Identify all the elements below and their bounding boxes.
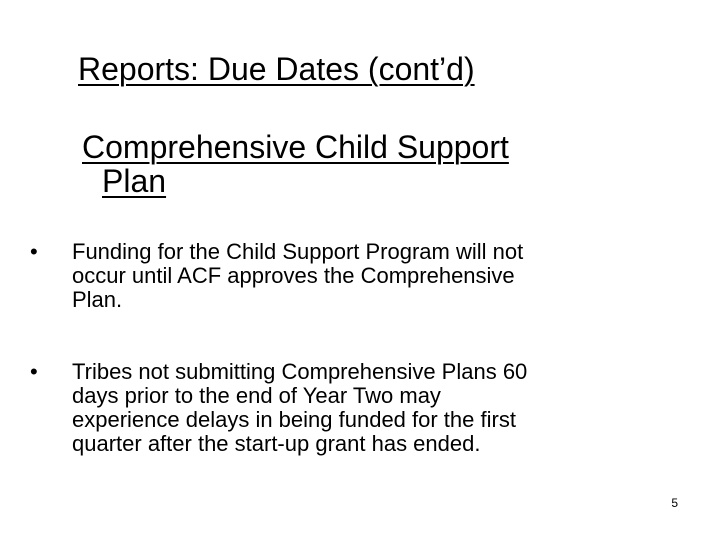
slide-subtitle (82, 130, 642, 198)
bullet-line: Tribes not submitting Comprehensive Plans 60 (72, 359, 528, 384)
subtitle-line (82, 130, 642, 164)
bullet-line: occur until ACF approves the Comprehensive (72, 263, 515, 288)
bullet-item (30, 360, 680, 456)
bullet-text (72, 360, 680, 456)
bullet-line: Funding for the Child Support Program will not (72, 239, 524, 264)
bullet-item (30, 240, 680, 312)
bullet-line: experience delays in being funded for the first (72, 407, 516, 432)
bullet-line: quarter after the start-up grant has ended. (72, 431, 481, 456)
bullet-line: Plan. (72, 287, 123, 312)
subtitle-line-text: Comprehensive Child Support (82, 129, 509, 165)
bullet-marker: • (30, 359, 38, 384)
subtitle-line (82, 164, 642, 198)
bullet-text (72, 240, 680, 312)
slide-title: Reports: Due Dates (cont’d) (78, 51, 475, 87)
subtitle-line-text: Plan (102, 163, 167, 199)
bullet-line: days prior to the end of Year Two may (72, 383, 441, 408)
bullet-list (30, 240, 680, 456)
bullet-marker: • (30, 239, 38, 264)
page-number: 5 (671, 496, 678, 510)
